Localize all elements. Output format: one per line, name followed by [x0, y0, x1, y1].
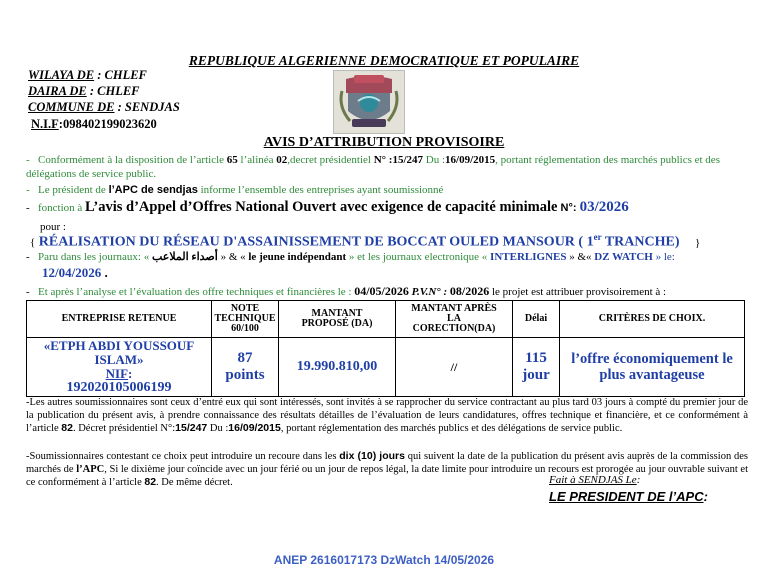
f1-article: 82	[61, 422, 73, 434]
table-row	[27, 338, 745, 397]
f2-article: 82	[144, 476, 157, 488]
f1-decree: 15/247	[175, 422, 208, 434]
paragraph-appel-offres	[26, 201, 751, 216]
paragraph-journaux	[26, 251, 751, 265]
f1-text-e: Du :	[207, 423, 229, 434]
commune-line	[28, 100, 180, 116]
p4-journal-arabic: أصداء الملاعب	[151, 251, 218, 263]
p3-no-label: N°:	[557, 202, 580, 214]
f1-text-c: . Décret présidentiel N°:	[72, 423, 176, 434]
avis-title: AVIS D’ATTRIBUTION PROVISOIRE	[263, 135, 505, 150]
commune-value: : SENDJAS	[117, 100, 180, 114]
daira-line	[28, 84, 140, 100]
header-corrected-line1: MANTANT APRÈS	[411, 303, 497, 314]
entreprise-nif-label: NIF	[105, 366, 129, 381]
header-note	[212, 301, 279, 338]
p4-journal-interlignes: INTERLIGNES	[490, 251, 567, 263]
pour-label: pour :	[40, 221, 66, 233]
header-note-line2: TECHNIQUE	[214, 313, 276, 324]
p4-text-e: » et les journaux electronique «	[346, 251, 491, 263]
p5-eval-date: 04/05/2026	[354, 284, 409, 298]
p4-journal-dzwatch: DZ WATCH	[594, 251, 653, 263]
project-line	[30, 232, 750, 251]
delai-value: 115	[525, 350, 547, 366]
p1-text-a: Conformément à la disposition de l’article	[38, 154, 227, 166]
anep-reference: ANEP 2616017173 DzWatch 14/05/2026	[273, 553, 495, 567]
daira-value: : CHLEF	[89, 84, 140, 98]
footer-paragraph-others	[26, 397, 748, 436]
p2-text-c: informe l’ensemble des entreprises ayant soumissionné	[197, 184, 444, 196]
cell-note	[212, 338, 279, 397]
f2-text-e: , Si le dixième jour coïncide avec un jour férié ou un jour de repos légal, la date limite pour introduire un recours est prorogée au jour ouvrable suivant et ce conformément à l’article	[26, 463, 748, 488]
p1-decree-date: 16/09/2015	[445, 154, 496, 166]
p4-text-a: Paru dans les journaux: «	[38, 251, 152, 263]
header-note-line1: NOTE	[230, 303, 260, 314]
nif-line	[31, 117, 157, 133]
p1-text-c: l’alinéa	[237, 154, 277, 166]
wilaya-line	[28, 68, 147, 84]
dash-marker: -	[26, 286, 30, 298]
paragraph-evaluation	[26, 285, 751, 300]
header-mantant	[279, 301, 396, 338]
p4-period: .	[101, 265, 108, 280]
p4-publication-date: 12/04/2026	[42, 265, 102, 280]
cell-mantant: 19.990.810,00	[279, 338, 396, 397]
nif-label: N.I.F	[31, 117, 59, 131]
header-entreprise: ENTREPRISE RETENUE	[27, 301, 212, 338]
p1-text-g: Du :	[423, 154, 446, 166]
commune-logo	[333, 70, 405, 134]
fait-colon: :	[636, 474, 641, 486]
attribution-table	[26, 300, 745, 397]
delai-unit: jour	[522, 367, 550, 383]
p4-text-c: » & «	[217, 251, 249, 263]
header-corrected-line3: CORECTION(DA)	[412, 323, 496, 334]
f1-date: 16/09/2015	[228, 422, 281, 434]
cell-criteres: l’offre économiquement le plus avantageuse	[560, 338, 745, 397]
president-line	[549, 489, 708, 504]
dash-marker: -	[26, 251, 30, 263]
p4-text-i: » le:	[652, 251, 675, 263]
daira-label: DAIRA DE	[28, 84, 87, 98]
cell-corrected: //	[396, 338, 513, 397]
entreprise-nif-value: 192020105006199	[66, 380, 172, 395]
republic-title: REPUBLIQUE ALGERIENNE DEMOCRATIQUE ET POPULAIRE	[188, 53, 580, 68]
p5-pv-number: 08/2026	[449, 284, 490, 298]
p5-pv-label: P.V.N° :	[408, 286, 450, 298]
f2-text-c: qui suivent la date de la publication du présent avis auprès de la commission des marchés de	[26, 451, 748, 475]
president-colon: :	[703, 489, 708, 504]
project-brace-close: }	[695, 236, 701, 249]
president-title: LE PRESIDENT DE l’APC	[549, 489, 704, 504]
dash-marker: -	[26, 184, 30, 196]
entreprise-nif-label-line	[29, 367, 209, 381]
header-criteres: CRITÈRES DE CHOIX.	[560, 301, 745, 338]
p3-avis-number: 03/2026	[579, 199, 629, 215]
p2-text-a: Le président de	[38, 184, 109, 196]
cell-entreprise	[27, 338, 212, 397]
note-value: 87	[237, 350, 253, 366]
p3-text-a: fonction à	[38, 202, 86, 214]
wilaya-label: WILAYA DE	[28, 68, 95, 82]
note-unit: points	[225, 367, 265, 383]
emblem-icon	[334, 71, 404, 133]
p1-alinea-number: 02	[276, 154, 288, 166]
p4-text-g: » &«	[566, 251, 595, 263]
header-corrected	[396, 301, 513, 338]
entreprise-nif-colon: :	[128, 366, 133, 381]
wilaya-value: : CHLEF	[97, 68, 147, 82]
p1-text-i: , portant réglementation des marchés publics et des délégations de service public.	[26, 154, 720, 180]
dash-marker: -	[26, 202, 30, 214]
table-header-row	[27, 301, 745, 338]
p5-text-a: Et après l’analyse et l’évaluation des offre techniques et financières le :	[38, 286, 355, 298]
fait-text: Fait à SENDJAS Le	[549, 474, 637, 486]
project-title: RÉALISATION DU RÉSEAU D'ASSAINISSEMENT DE BOCCAT OULED MANSOUR ( 1	[38, 234, 594, 250]
p1-decree-number: N° :15/247	[373, 154, 424, 166]
paragraph-president	[26, 184, 751, 198]
dash-marker: -	[26, 154, 30, 166]
f2-text-g: . De même décret.	[156, 477, 233, 488]
p1-article-number: 65	[226, 154, 238, 166]
fait-line	[549, 474, 640, 486]
cell-delai	[513, 338, 560, 397]
header-mantant-line2: PROPOSÉ (DA)	[301, 318, 373, 329]
project-sup: er	[593, 232, 602, 242]
p5-text-e: le projet est attribuer provisoirement à :	[489, 286, 667, 298]
project-brace-open: {	[30, 236, 36, 249]
f1-text-a: -Les autres soumissionnaires sont ceux d’entré eux qui sont intéressés, sont invités à se rapprocher du service contractant au plus tard 03 jours à compté du premier jour de la publication du présent avis, à prendre connaissance des résultats détailles de l’évaluation de leurs candidatures, offres technique et financière, et ce conformément à l’article	[26, 397, 748, 434]
nif-value: :098402199023620	[58, 117, 157, 131]
header-corrected-line2: LA	[447, 313, 461, 324]
header-note-line3: 60/100	[231, 323, 259, 334]
entreprise-name: «ETPH ABDI YOUSSOUF ISLAM»	[43, 338, 195, 367]
publication-date-line	[42, 265, 108, 281]
header-mantant-line1: MANTANT	[311, 308, 363, 319]
f2-dix-jours: dix (10) jours	[339, 450, 405, 462]
p1-text-e: ,decret présidentiel	[287, 154, 374, 166]
header-delai: Délai	[513, 301, 560, 338]
p4-journal-jeune: le jeune indépendant	[248, 251, 347, 263]
project-title-end: TRANCHE)	[601, 234, 680, 250]
commune-label: COMMUNE DE	[28, 100, 115, 114]
f1-text-g: , portant réglementation des marchés publics et des délégations de service public.	[280, 423, 623, 434]
f2-apc: l’APC	[76, 463, 105, 475]
f2-text-a: -Soumissionnaires contestant ce choix peut introduire un recoure dans les	[26, 451, 340, 462]
p3-avis-title: L’avis d’Appel d’Offres National Ouvert avec exigence de capacité minimale	[85, 199, 558, 215]
p2-apc-name: l’APC de sendjas	[108, 184, 198, 196]
paragraph-article	[26, 154, 751, 181]
